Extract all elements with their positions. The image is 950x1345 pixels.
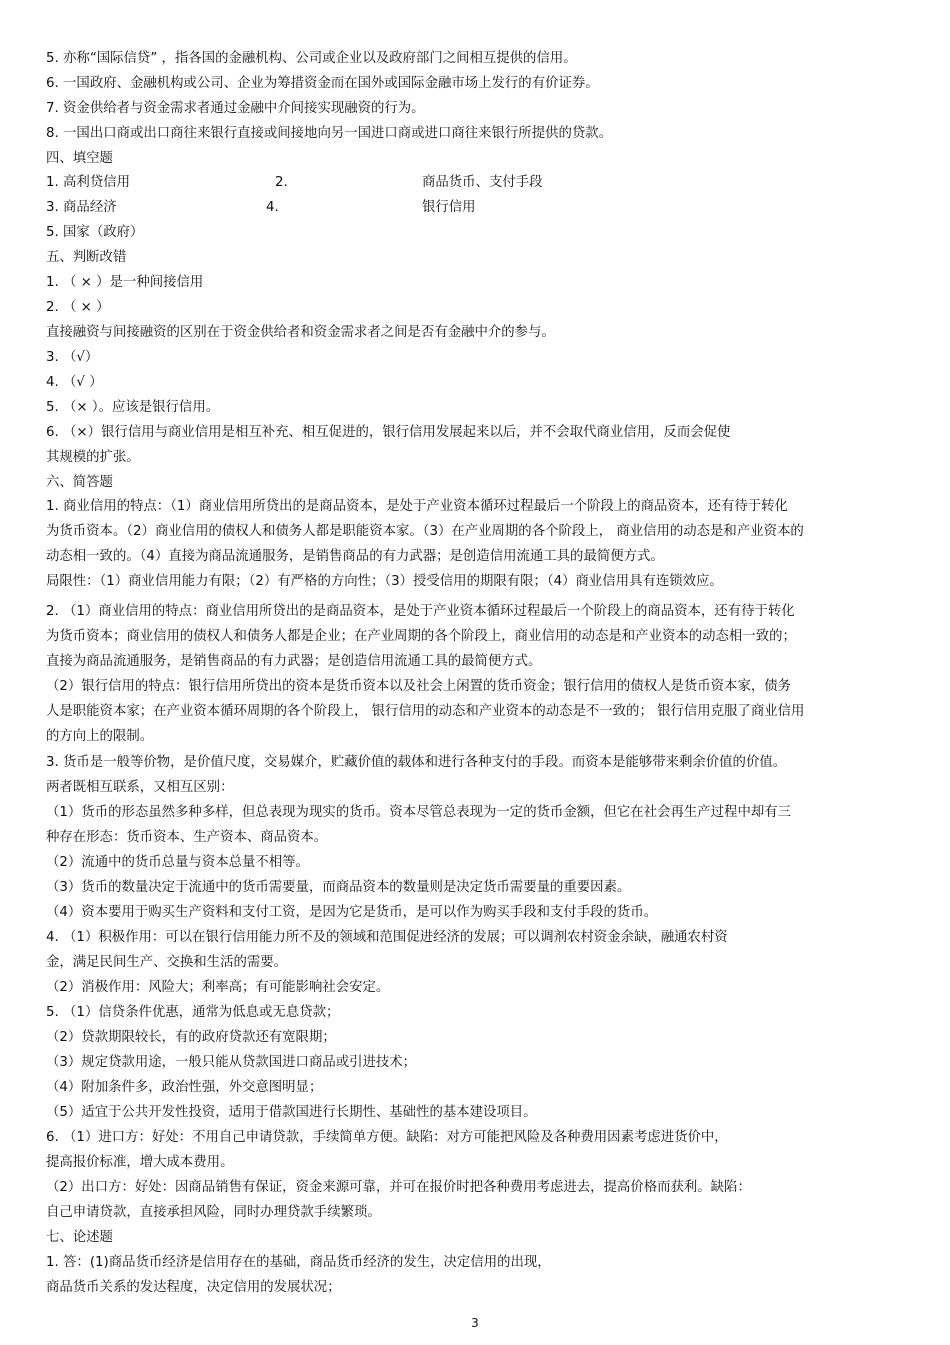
text-line: 的方向上的限制。 bbox=[46, 729, 154, 744]
text-line: （4）资本要用于购买生产资料和支付工资，是因为它是货币，是可以作为购买手段和支付手段的货币。 bbox=[46, 905, 658, 920]
text-line: 七、论述题 bbox=[46, 1230, 113, 1245]
fill-answer-1: 1. 高利贷信用 bbox=[46, 175, 130, 190]
fill-answer-2: 商品货币、支付手段 bbox=[422, 175, 543, 190]
text-line: 为货币资本；商业信用的债权人和债务人都是企业；在产业周期的各个阶段上，商业信用的动态是和产业资本的动态相一致的； bbox=[46, 629, 796, 644]
text-line: 六、简答题 bbox=[46, 475, 113, 490]
text-line: 3. （√） bbox=[46, 350, 99, 365]
text-line: 直接融资与间接融资的区别在于资金供给者和资金需求者之间是否有金融中介的参与。 bbox=[46, 325, 555, 340]
text-line: 为货币资本。（2）商业信用的债权人和债务人都是职能资本家。（3）在产业周期的各个阶段上， 商业信用的动态是和产业资本的 bbox=[46, 524, 804, 539]
text-line: （2）银行信用的特点：银行信用所贷出的资本是货币资本以及社会上闲置的货币资金；银行信用的债权人是货币资本家，债务 bbox=[46, 679, 791, 694]
text-line: （2）消极作用：风险大；利率高；有可能影响社会安定。 bbox=[46, 980, 390, 995]
text-line: 1. 商业信用的特点：（1）商业信用所贷出的是商品资本，是处于产业资本循环过程最后一个阶段上的商品资本，还有待于转化 bbox=[46, 499, 788, 514]
text-line: 7. 资金供给者与资金需求者通过金融中介间接实现融资的行为。 bbox=[46, 101, 425, 116]
text-line: （4）附加条件多，政治性强，外交意图明显； bbox=[46, 1080, 323, 1095]
text-line: 4. （√ ） bbox=[46, 375, 103, 390]
fill-answer-2-number: 2. bbox=[275, 175, 288, 190]
fill-answer-4-number: 4. bbox=[266, 200, 279, 215]
text-line: （3）货币的数量决定于流通中的货币需要量，而商品资本的数量则是决定货币需要量的重要因素。 bbox=[46, 880, 631, 895]
fill-answer-4: 银行信用 bbox=[422, 200, 476, 215]
text-line: （2）出口方：好处：因商品销售有保证，资金来源可靠，并可在报价时把各种费用考虑进去，提高价格而获利。缺陷： bbox=[46, 1180, 751, 1195]
text-line: （2）流通中的货币总量与资本总量不相等。 bbox=[46, 855, 309, 870]
text-line: 五、判断改错 bbox=[46, 250, 127, 265]
text-line: 6. （×）银行信用与商业信用是相互补充、相互促进的，银行信用发展起来以后，并不会取代商业信用，反而会促使 bbox=[46, 425, 731, 440]
text-line: 四、填空题 bbox=[46, 151, 113, 166]
text-line: 1. （ × ）是一种间接信用 bbox=[46, 275, 204, 290]
text-line: 5. 亦称“国际信贷” ，指各国的金融机构、公司或企业以及政府部门之间相互提供的信用。 bbox=[46, 51, 577, 66]
text-line: 提高报价标准，增大成本费用。 bbox=[46, 1155, 234, 1170]
text-line: 3. 货币是一般等价物，是价值尺度，交易媒介，贮藏价值的载体和进行各种支付的手段。而资本是能够带来剩余价值的价值。 bbox=[46, 755, 787, 770]
text-line: 商品货币关系的发达程度，决定信用的发展状况； bbox=[46, 1280, 341, 1295]
text-line: 种存在形态：货币资本、生产资本、商品资本。 bbox=[46, 830, 328, 845]
text-line: 5. （1）信贷条件优惠，通常为低息或无息贷款； bbox=[46, 1005, 340, 1020]
text-line: 两者既相互联系，又相互区别： bbox=[46, 780, 234, 795]
text-line: 直接为商品流通服务，是销售商品的有力武器；是创造信用流通工具的最简便方式。 bbox=[46, 654, 542, 669]
text-line: 1. 答：(1)商品货币经济是信用存在的基础，商品货币经济的发生，决定信用的出现， bbox=[46, 1255, 551, 1270]
text-line: 2. （1）商业信用的特点：商业信用所贷出的是商品资本，是处于产业资本循环过程最后一个阶段上的商品资本，还有待于转化 bbox=[46, 604, 795, 619]
text-line: （3）规定贷款用途，一般只能从贷款国进口商品或引进技术； bbox=[46, 1055, 417, 1070]
text-line: 金，满足民间生产、交换和生活的需要。 bbox=[46, 955, 288, 970]
page-number: 3 bbox=[471, 1316, 479, 1330]
text-line: 6. （1）进口方：好处：不用自己申请贷款，手续简单方便。缺陷：对方可能把风险及各种费用因素考虑进货价中， bbox=[46, 1130, 728, 1145]
text-line: （2）贷款期限较长，有的政府贷款还有宽限期； bbox=[46, 1030, 336, 1045]
fill-answer-3: 3. 商品经济 bbox=[46, 200, 117, 215]
text-line: 5. 国家（政府） bbox=[46, 225, 144, 240]
text-line: 6. 一国政府、金融机构或公司、企业为筹措资金而在国外或国际金融市场上发行的有价证券。 bbox=[46, 76, 599, 91]
text-line: 2. （ × ） bbox=[46, 300, 110, 315]
text-line: （5）适宜于公共开发性投资，适用于借款国进行长期性、基础性的基本建设项目。 bbox=[46, 1105, 537, 1120]
text-line: 8. 一国出口商或出口商往来银行直接或间接地向另一国进口商或进口商往来银行所提供的贷款。 bbox=[46, 126, 613, 141]
text-line: 5. （× ）。应该是银行信用。 bbox=[46, 400, 220, 415]
text-line: 局限性：（1）商业信用能力有限；（2）有严格的方向性；（3）授受信用的期限有限；（4）商业信用具有连锁效应。 bbox=[46, 574, 723, 589]
text-line: 人是职能资本家；在产业资本循环周期的各个阶段上， 银行信用的动态和产业资本的动态是不一致的； 银行信用克服了商业信用 bbox=[46, 704, 805, 719]
text-line: 4. （1）积极作用：可以在银行信用能力所不及的领域和范围促进经济的发展；可以调剂农村资金余缺，融通农村资 bbox=[46, 930, 728, 945]
text-line: 自己申请贷款，直接承担风险，同时办理贷款手续繁琐。 bbox=[46, 1205, 381, 1220]
text-line: 动态相一致的。（4）直接为商品流通服务，是销售商品的有力武器；是创造信用流通工具的最简便方式。 bbox=[46, 549, 664, 564]
text-line: 其规模的扩张。 bbox=[46, 450, 140, 465]
text-line: （1）货币的形态虽然多种多样，但总表现为现实的货币。资本尽管总表现为一定的货币金额，但它在社会再生产过程中却有三 bbox=[46, 805, 791, 820]
